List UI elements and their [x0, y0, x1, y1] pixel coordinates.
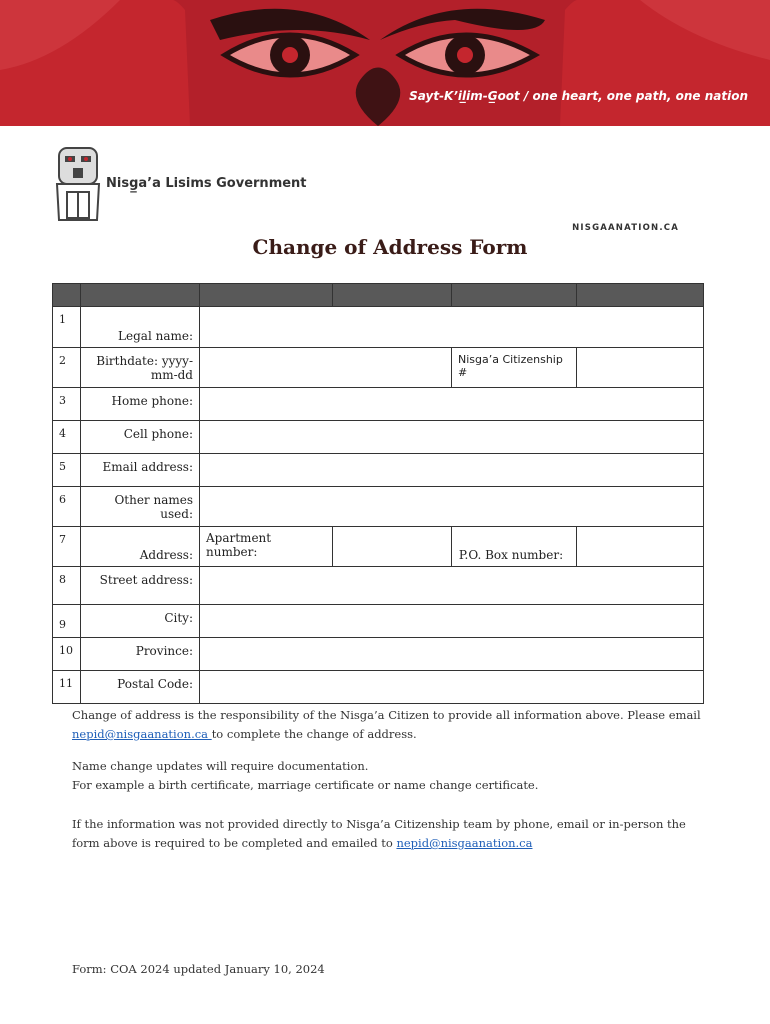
- row-number: 10: [53, 638, 81, 671]
- note-text: Name change updates will require documentation.: [72, 759, 369, 773]
- row-number: 9: [53, 605, 81, 638]
- city-field[interactable]: [200, 605, 704, 638]
- note-text: to complete the change of address.: [211, 727, 417, 741]
- legal-name-field[interactable]: [200, 307, 704, 348]
- note-submission: [72, 815, 712, 853]
- address-form-table: [52, 283, 704, 704]
- note-text: For example a birth certificate, marriage certificate or name change certificate.: [72, 778, 539, 792]
- note-text: Change of address is the responsibility of the Nisga’a Citizen to provide all information above. Please email: [72, 708, 701, 722]
- birthdate-label: Birthdate: yyyy-mm-dd: [81, 348, 200, 388]
- row-number: 6: [53, 487, 81, 527]
- row-legal-name: [53, 307, 704, 348]
- note-name-change: [72, 757, 712, 795]
- email-label: Email address:: [81, 454, 200, 487]
- cell-phone-label: Cell phone:: [81, 421, 200, 454]
- row-number: 4: [53, 421, 81, 454]
- note-responsibility: [72, 706, 712, 744]
- home-phone-field[interactable]: [200, 388, 704, 421]
- citizenship-number-field[interactable]: [577, 348, 704, 388]
- birthdate-field[interactable]: [200, 348, 452, 388]
- row-province: [53, 638, 704, 671]
- street-address-field[interactable]: [200, 567, 704, 605]
- po-box-field[interactable]: [577, 527, 704, 567]
- province-field[interactable]: [200, 638, 704, 671]
- header-banner: [0, 0, 770, 126]
- row-number: 11: [53, 671, 81, 704]
- row-birthdate: [53, 348, 704, 388]
- row-number: 2: [53, 348, 81, 388]
- postal-code-field[interactable]: [200, 671, 704, 704]
- apartment-number-label: Apartment number:: [200, 527, 333, 567]
- cell-phone-field[interactable]: [200, 421, 704, 454]
- tagline: Sayt-K’il̲im-G̲oot / one heart, one path, one nation: [409, 89, 748, 103]
- row-number: 1: [53, 307, 81, 348]
- home-phone-label: Home phone:: [81, 388, 200, 421]
- row-address: [53, 527, 704, 567]
- other-names-label: Other names used:: [81, 487, 200, 527]
- site-url: NISGAANATION.CA: [572, 223, 679, 233]
- formline-mask-art: [0, 0, 770, 126]
- row-street-address: [53, 567, 704, 605]
- city-label: City:: [81, 605, 200, 638]
- apartment-number-field[interactable]: [333, 527, 452, 567]
- table-header-row: [53, 284, 704, 307]
- note-text: If the information was not provided directly to Nisga’a Citizenship team by phone, email or in-person the form above is required to be completed and emailed to: [72, 817, 686, 850]
- other-names-field[interactable]: [200, 487, 704, 527]
- row-number: 5: [53, 454, 81, 487]
- form-version-footer: Form: COA 2024 updated January 10, 2024: [72, 962, 325, 976]
- row-number: 8: [53, 567, 81, 605]
- row-postal-code: [53, 671, 704, 704]
- row-number: 3: [53, 388, 81, 421]
- email-field[interactable]: [200, 454, 704, 487]
- form-title: Change of Address Form: [252, 235, 528, 259]
- row-email: [53, 454, 704, 487]
- email-link[interactable]: nepid@nisgaanation.ca: [396, 836, 533, 850]
- postal-code-label: Postal Code:: [81, 671, 200, 704]
- row-number: 7: [53, 527, 81, 567]
- row-cell-phone: [53, 421, 704, 454]
- province-label: Province:: [81, 638, 200, 671]
- po-box-label: P.O. Box number:: [452, 527, 577, 567]
- address-label: Address:: [81, 527, 200, 567]
- row-city: [53, 605, 704, 638]
- email-link[interactable]: nepid@nisgaanation.ca: [72, 727, 212, 741]
- org-name: Nisg̲a’a Lisims Government: [106, 176, 307, 191]
- row-other-names: [53, 487, 704, 527]
- row-home-phone: [53, 388, 704, 421]
- legal-name-label: Legal name:: [81, 307, 200, 348]
- nisgaa-crest-logo-icon: [53, 146, 103, 222]
- citizenship-number-label: Nisga’a Citizenship #: [452, 348, 577, 388]
- street-address-label: Street address:: [81, 567, 200, 605]
